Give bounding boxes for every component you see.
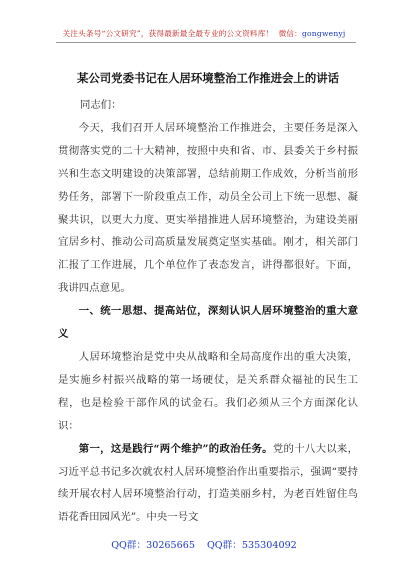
footer-qq-groups	[0, 537, 408, 551]
body-paragraph: 今天，我们召开人居环境整治工作推进会，主要任务是深入贯彻落实党的二十大精神，按照中央和省、市、县委关于乡村振兴和生态文明建设的决策部署，总结前期工作成效，分析当前形势任务，部署下一阶段重点工作，动员全公司上下统一思想、凝聚共识，以更大力度、更实举措推进人居环境整治，为建设美丽宜居乡村、推动公司高质量发展奠定坚实基础。刚才，相关部门汇报了工作进展，几个单位作了表态发言，讲得都很好。下面，我讲四点意见。	[58, 121, 358, 295]
section-paragraph: 人居环境整治是党中央从战略和全局高度作出的重大决策，是实施乡村振兴战略的第一场硬仗，是关系群众福祉的民生工程，也是检验干部作风的试金石。我们必须从三个方面深化认识：	[58, 350, 358, 432]
header-divider	[56, 42, 356, 43]
document-title: 某公司党委书记在人居环境整治工作推进会上的讲话	[77, 71, 339, 85]
point-text: 党的十八大以来，习近平总书记多次就农村人居环境整治作出重要指示，强调“要持续开展农村人居环境整治行动，打造美丽乡村，为老百姓留住鸟语花香田园风光”。中央一号文	[58, 442, 358, 524]
header-promo	[0, 28, 408, 39]
wechat-label: 微信：	[278, 29, 302, 38]
section-heading: 一、统一思想、提高站位，深刻认识人居环境整治的重大意义	[58, 305, 358, 341]
point-paragraph	[58, 438, 358, 530]
qq-group-1: QQ群：30265665	[111, 540, 195, 551]
wechat-id: gongwenyj	[301, 29, 346, 38]
point-lead: 第一，这是践行“两个维护”的政治任务。	[78, 442, 273, 455]
document-body	[58, 94, 358, 529]
greeting: 同志们：	[80, 99, 122, 111]
promo-text: 关注头条号“公文研究”，获得最新最全最专业的公文资料库！	[62, 29, 274, 38]
qq-group-2: QQ群：535304092	[206, 540, 297, 551]
